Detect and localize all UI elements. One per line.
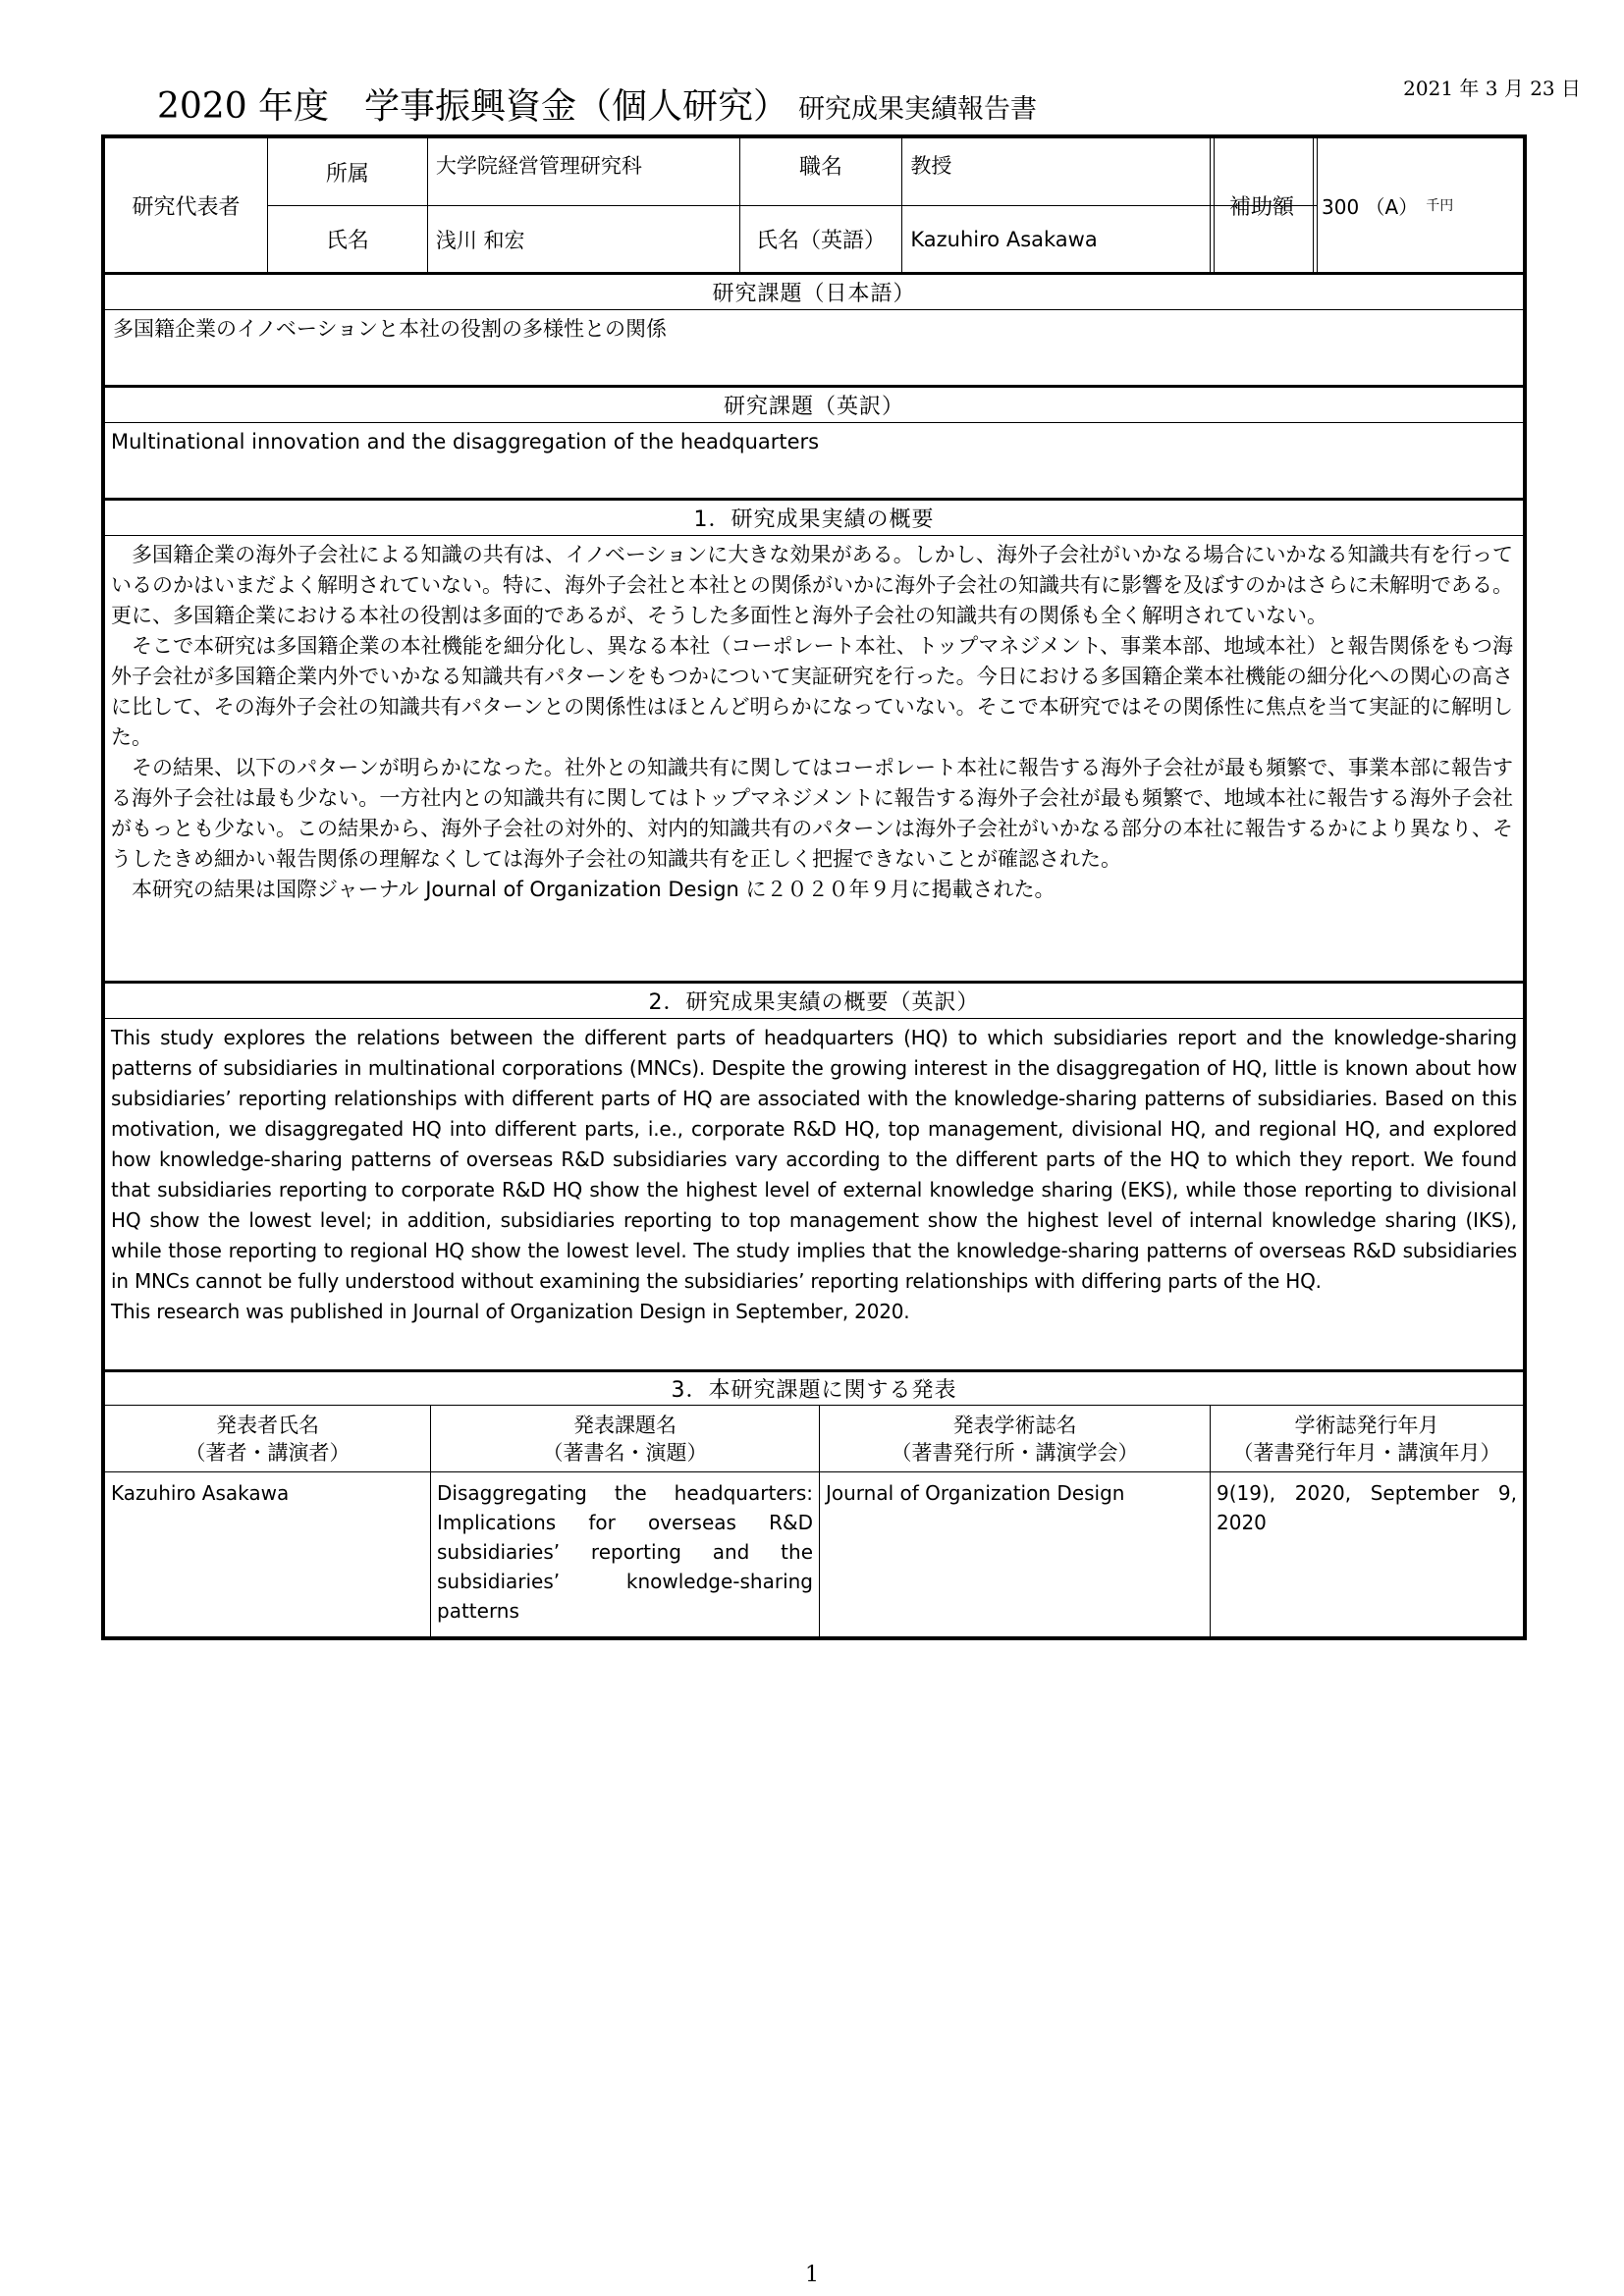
summary-en-paragraph: This research was published in Journal of Organization Design in September, 2020. [111, 1300, 910, 1323]
col-header-line2: （著書名・演題） [542, 1440, 708, 1465]
summary-jp-heading: 1．研究成果実績の概要 [105, 498, 1523, 535]
col-header-line1: 学術誌発行年月 [1294, 1413, 1439, 1437]
title-main: 2020 年度 学事振興資金（個人研究） [157, 86, 789, 127]
publications-heading: 3．本研究課題に関する発表 [105, 1369, 1523, 1405]
col-header-line2: （著書発行所・講演学会） [891, 1440, 1139, 1465]
publications-header-row [105, 1405, 1523, 1471]
affiliation-row [268, 138, 1317, 206]
rep-label: 研究代表者 [132, 194, 241, 220]
report-date: 2021 年 3 月 23 日 [1403, 77, 1581, 100]
col-header-line1: 発表者氏名 [216, 1413, 319, 1437]
position-label: 職名 [739, 138, 902, 205]
pub-date: 9(19), 2020, September 9, 2020 [1210, 1472, 1523, 1636]
grant-unit: 千円 [1426, 198, 1454, 214]
col-header-line2: （著書発行年月・講演年月） [1232, 1440, 1501, 1465]
grant-amount [1313, 138, 1527, 272]
grant-label: 補助額 [1210, 138, 1313, 272]
col-presenter-header [105, 1406, 430, 1471]
col-header-line1: 発表学術誌名 [952, 1413, 1077, 1437]
grant-overlay [1228, 138, 1527, 272]
col-journal-header [819, 1406, 1210, 1471]
summary-jp-paragraph: その結果、以下のパターンが明らかになった。社外との知識共有に関してはコーポレート本社に報告する海外子会社が最も頻繁で、事業本部に報告する海外子会社は最も少ない。一方社内との知識共有に関してはトップマネジメントに報告する海外子会社が最も頻繁で、地域本社に報告する海外子会社がもっとも少ない。この結果から、海外子会社の対外的、対内的知識共有のパターンは海外子会社がいかなる部分の本社に報告するかにより異なり、そうしたきめ細かい報告関係の理解なくしては海外子会社の知識共有を正しく把握できないことが確認された。 [111, 756, 1513, 871]
col-title-header [430, 1406, 819, 1471]
summary-jp-body [105, 535, 1523, 981]
name-en-label: 氏名（英語） [739, 206, 902, 272]
position-value: 教授 [901, 138, 1214, 205]
page-number: 1 [805, 2263, 819, 2287]
col-header-line1: 発表課題名 [573, 1413, 677, 1437]
col-header-line2: （著者・講演者） [185, 1440, 351, 1465]
name-label: 氏名 [325, 229, 369, 253]
title-sub: 研究成果実績報告書 [798, 94, 1038, 125]
rep-details [267, 138, 1317, 272]
page-title [157, 79, 1434, 129]
topic-jp-text: 多国籍企業のイノベーションと本社の役割の多様性との関係 [105, 309, 1523, 385]
pub-title: Disaggregating the headquarters: Implications for overseas R&D subsidiaries’ reporting and the subsidiaries’ knowledge-sharing patterns [430, 1472, 819, 1636]
summary-en-body [105, 1018, 1523, 1369]
summary-jp-paragraph: 本研究の結果は国際ジャーナル Journal of Organization Design に２０２０年９月に掲載された。 [132, 878, 1056, 901]
topic-en-text: Multinational innovation and the disaggregation of the headquarters [105, 422, 1523, 498]
summary-jp-paragraph: そこで本研究は多国籍企業の本社機能を細分化し、異なる本社（コーポレート本社、トップマネジメント、事業本部、地域本社）と報告関係をもつ海外子会社が多国籍企業内外でいかなる知識共有パターンをもつかについて実証研究を行った。今日における多国籍企業本社機能の細分化への関心の高さに比して、その海外子会社の知識共有パターンとの関係性はほとんど明らかになっていない。そこで本研究ではその関係性に焦点を当て実証的に解明した。 [111, 634, 1514, 749]
affiliation-label: 所属 [325, 161, 369, 187]
pub-presenter: Kazuhiro Asakawa [111, 1481, 290, 1505]
name-row [268, 206, 1317, 272]
table-row [105, 1471, 1523, 1636]
summary-en-paragraph: This study explores the relations between the different parts of headquarters (HQ) to which subsidiaries report and the knowledge-sharing patterns of subsidiaries in multinational corporations (MNCs). Despite the growing interest in the disaggregation of HQ, little is known about how subsidiaries’ reporting relationships with different parts of HQ are associated with the knowledge-sharing patterns of subsidiaries. Based on this motivation, we disaggregated HQ into different parts, i.e., corporate R&D HQ, top management, divisional HQ, and regional HQ, and explored how knowledge-sharing patterns of overseas R&D subsidiaries vary according to the different parts of the HQ to which they report. We found that subsidiaries reporting to corporate R&D HQ show the highest level of external knowledge sharing (EKS), while those reporting to divisional HQ show the lowest level; in addition, subsidiaries reporting to top management show the highest level of internal knowledge sharing (IKS), while those reporting to regional HQ show the lowest level. The study implies that the knowledge-sharing patterns of overseas R&D subsidiaries in MNCs cannot be fully understood without examining the subsidiaries’ reporting relationships with differing parts of the HQ. [111, 1026, 1517, 1293]
summary-jp-paragraph: 多国籍企業の海外子会社による知識の共有は、イノベーションに大きな効果がある。しかし、海外子会社がいかなる場合にいかなる知識共有を行っているのかはいまだよく解明されていない。特に、海外子会社と本社との関係がいかに海外子会社の知識共有に影響を及ぼすのかはさらに未解明である。更に、多国籍企業における本社の役割は多面的であるが、そうした多面性と海外子会社の知識共有の関係も全く解明されていない。 [111, 543, 1513, 627]
grant-value: 300 （A） [1322, 194, 1419, 219]
topic-en-heading: 研究課題（英訳） [105, 385, 1523, 422]
pub-journal: Journal of Organization Design [819, 1472, 1210, 1636]
col-date-header [1210, 1406, 1523, 1471]
report-form [101, 134, 1527, 1640]
summary-en-heading: 2．研究成果実績の概要（英訳） [105, 981, 1523, 1018]
name-value: 浅川 和宏 [427, 206, 739, 272]
name-en-value: Kazuhiro Asakawa [901, 206, 1214, 272]
topic-jp-heading: 研究課題（日本語） [105, 272, 1523, 309]
affiliation-value: 大学院経営管理研究科 [427, 138, 739, 205]
